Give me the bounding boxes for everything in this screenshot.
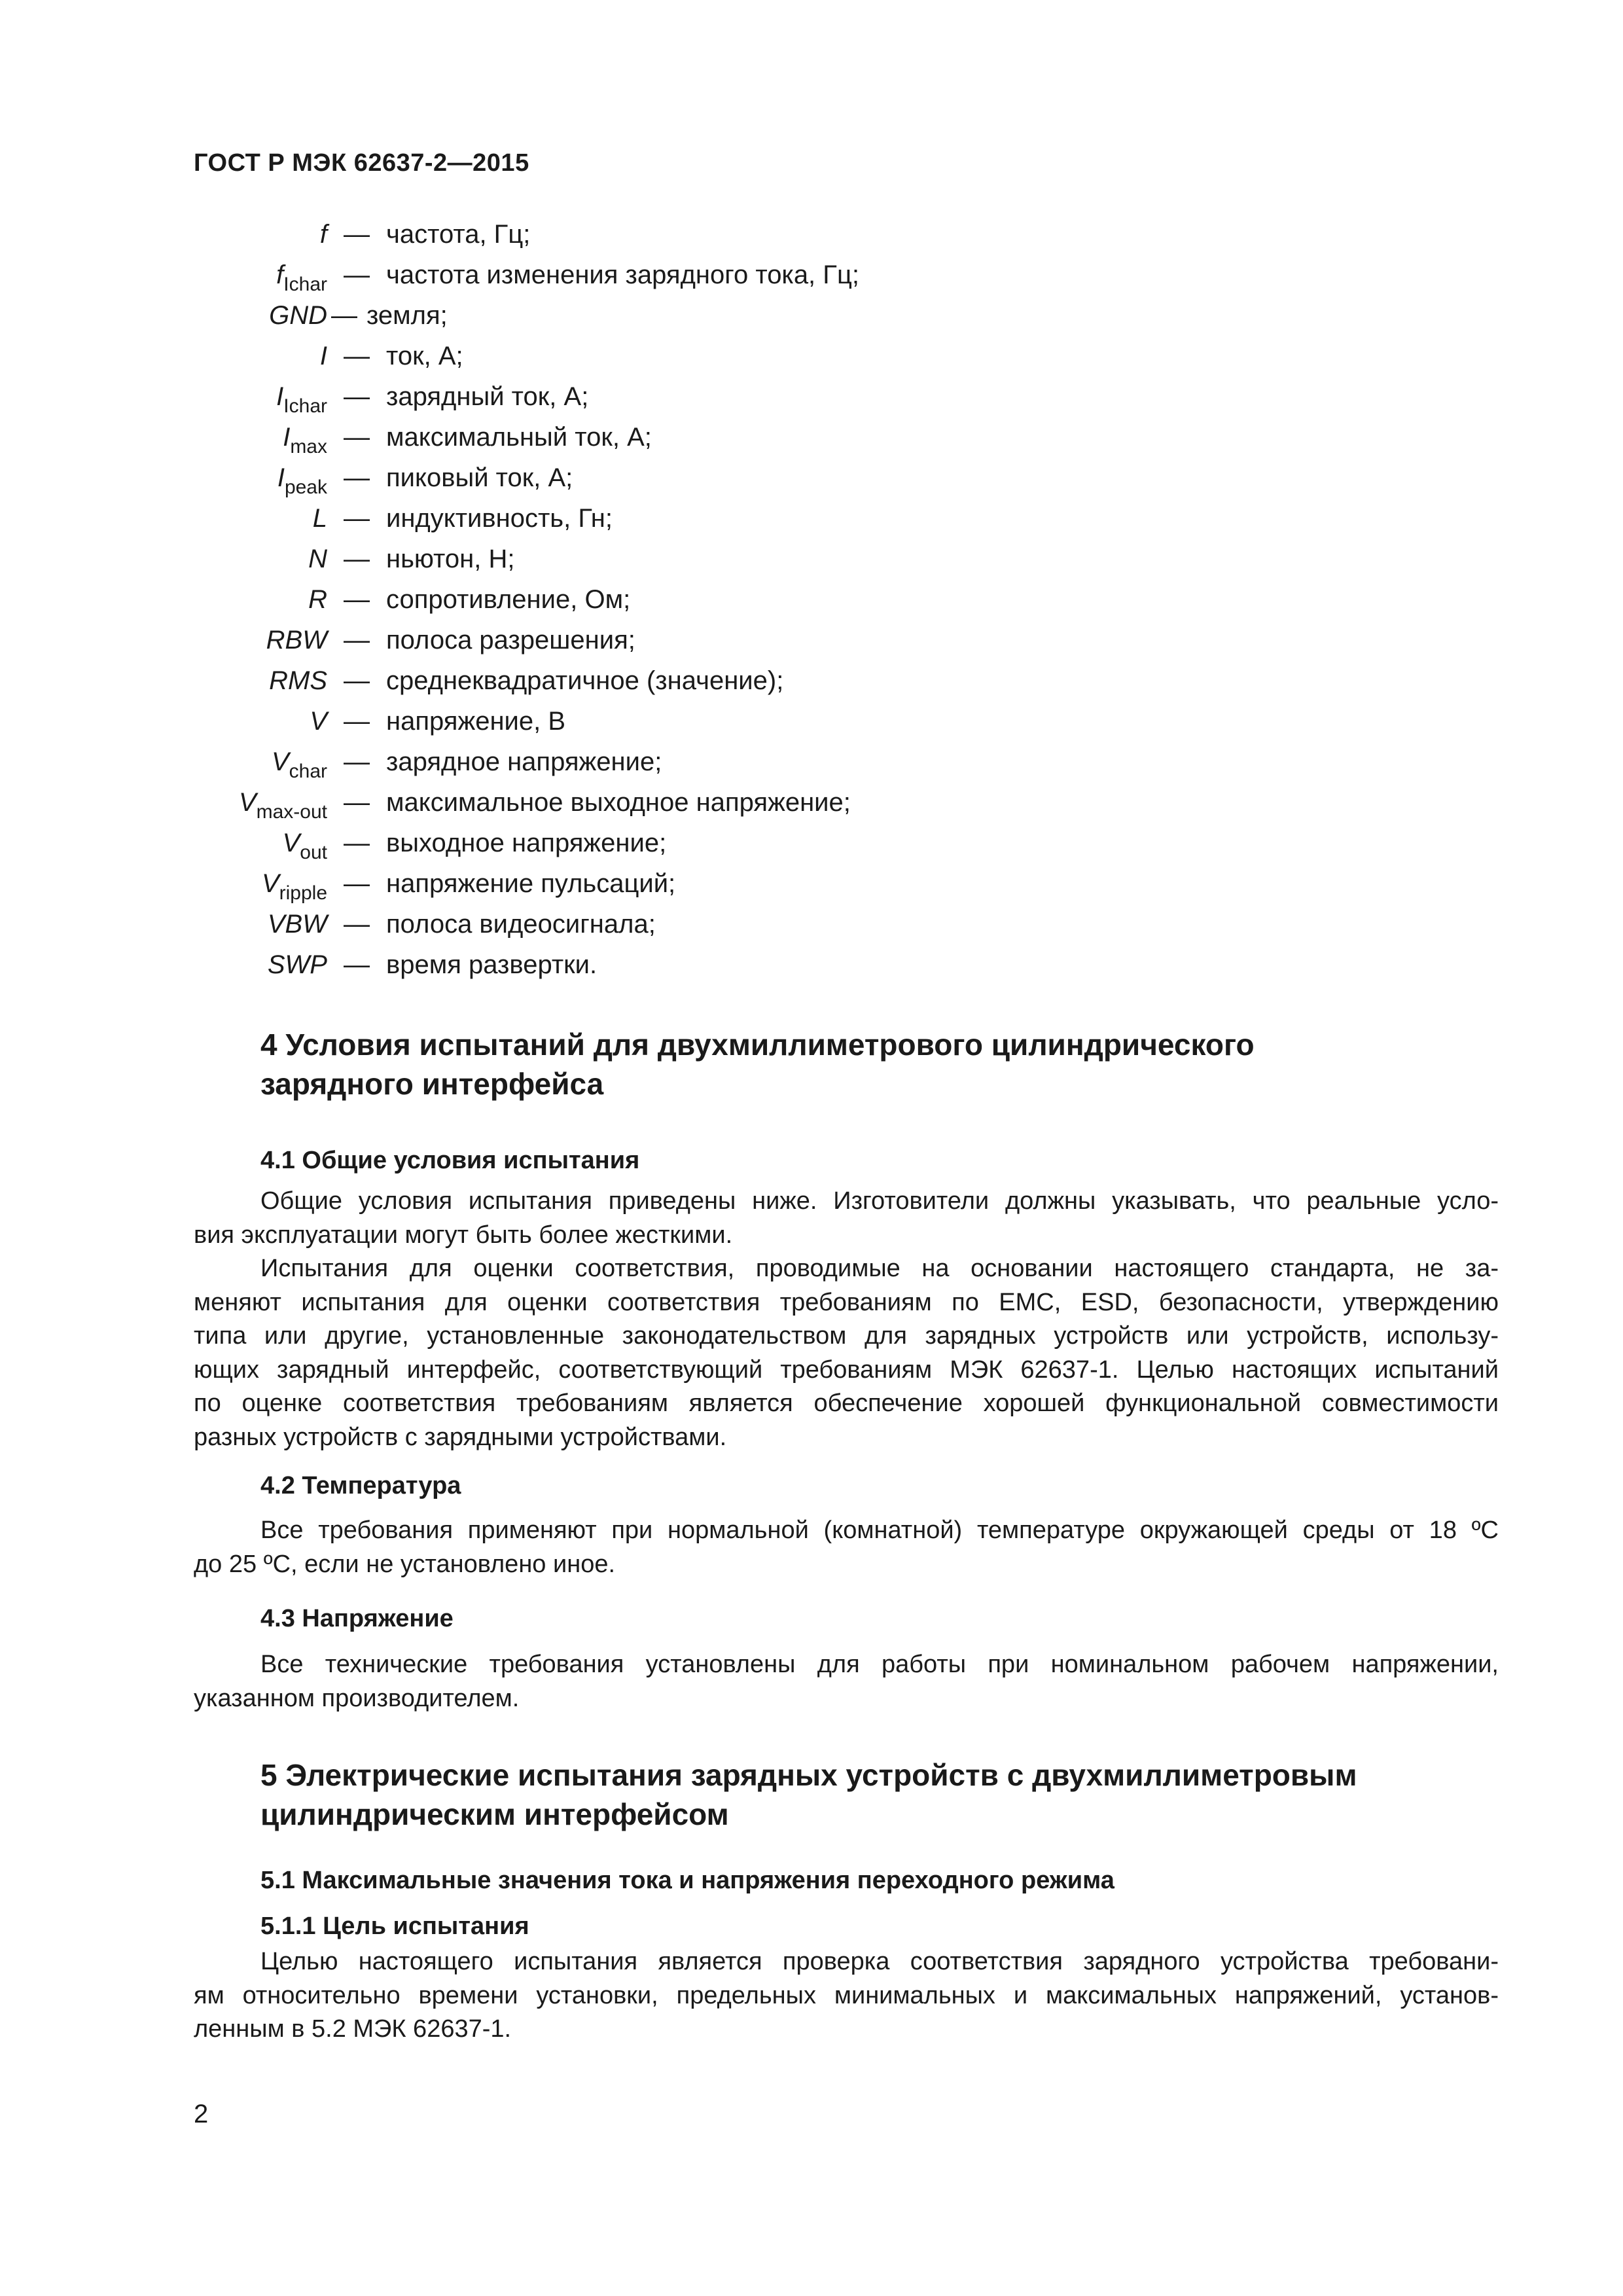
abbreviation-symbol-subscript: Ichar [283,395,327,417]
paragraph-line: разных устройств с зарядными устройствами. [194,1423,727,1451]
abbreviation-row [196,585,1113,626]
abbreviation-definition: максимальное выходное напряжение; [386,788,851,817]
abbreviation-symbol-subscript: ripple [279,882,327,904]
section-5-heading-line: цилиндрическим интерфейсом [260,1797,729,1831]
abbreviation-symbol-base: SWP [267,950,327,979]
abbreviation-symbol [196,950,327,980]
paragraph-line: ям относительно времени установки, предельных минимальных и максимальных напряжений, установ- [194,1981,1499,2009]
subsection-4-3-heading: 4.3 Напряжение [260,1605,454,1632]
abbreviation-dash: — [344,666,370,695]
abbreviation-symbol-base: V [282,829,300,857]
abbreviation-row [196,260,1113,301]
abbreviation-symbol [196,423,327,457]
subsection-5-1-1-heading: 5.1.1 Цель испытания [260,1912,529,1940]
abbreviation-row [196,666,1113,707]
abbreviation-definition: полоса разрешения; [386,626,635,655]
abbreviation-symbol [196,869,327,904]
abbreviation-symbol-subscript: max-out [256,801,327,823]
abbreviation-row [196,220,1113,260]
abbreviation-row [196,301,1113,342]
paragraph-line: вия эксплуатации могут быть более жесткими. [194,1221,733,1249]
abbreviation-definition: время развертки. [386,950,597,979]
abbreviation-symbol [196,585,327,615]
abbreviation-definition: напряжение пульсаций; [386,869,676,898]
abbreviation-symbol-base: N [308,545,327,573]
abbreviation-symbol-subscript: Ichar [283,274,327,295]
abbreviation-dash: — [344,626,370,655]
abbreviation-symbol-base: f [319,220,327,249]
abbreviation-definition: частота, Гц; [386,220,531,249]
page-number: 2 [194,2100,209,2128]
abbreviation-dash: — [344,747,370,776]
abbreviation-dash: — [344,585,370,614]
abbreviation-symbol-base: I [319,342,327,370]
subsection-5-1-heading: 5.1 Максимальные значения тока и напряжения переходного режима [260,1867,1115,1894]
abbreviation-symbol [196,463,327,498]
section-5-heading [260,1755,1357,1834]
abbreviation-symbol [196,301,327,331]
section-4-heading-line: 4 Условия испытаний для двухмиллиметрового цилиндрического [260,1028,1255,1062]
abbreviation-row [196,342,1113,382]
abbreviation-row [196,626,1113,666]
paragraph-line: Испытания для оценки соответствия, проводимые на основании настоящего стандарта, не за- [260,1255,1499,1282]
section-5-heading-line: 5 Электрические испытания зарядных устройств с двухмиллиметровым [260,1758,1357,1792]
abbreviation-definition: частота изменения зарядного тока, Гц; [386,260,859,289]
section-4-heading-line: зарядного интерфейса [260,1067,604,1101]
abbreviation-dash: — [344,869,370,898]
abbreviation-definition: напряжение, В [386,707,566,736]
paragraph-4-1-b [194,1252,1499,1454]
abbreviation-symbol [196,707,327,736]
abbreviation-symbol-base: GND [269,301,327,330]
abbreviation-row [196,423,1113,463]
abbreviation-symbol [196,260,327,295]
abbreviation-definition: пиковый ток, А; [386,463,573,492]
abbreviation-definition: максимальный ток, А; [386,423,652,452]
abbreviation-row [196,504,1113,545]
abbreviation-symbol-base: RMS [269,666,327,695]
abbreviation-row [196,545,1113,585]
abbreviation-symbol-base: I [277,463,285,492]
abbreviation-dash: — [344,423,370,452]
abbreviation-row [196,829,1113,869]
abbreviation-symbol-subscript: max [290,436,327,457]
abbreviation-symbol-subscript: peak [284,476,327,498]
abbreviation-symbol [196,747,327,782]
abbreviation-definition: индуктивность, Гн; [386,504,613,533]
abbreviation-dash: — [344,950,370,979]
abbreviation-symbol [196,829,327,863]
paragraph-line: ленным в 5.2 МЭК 62637-1. [194,2015,512,2043]
abbreviation-symbol [196,788,327,823]
abbreviation-dash: — [344,707,370,736]
abbreviation-definition: полоса видеосигнала; [386,910,656,939]
abbreviations-list [196,220,1113,991]
abbreviation-symbol [196,910,327,939]
abbreviation-row [196,950,1113,991]
abbreviation-symbol [196,626,327,655]
section-4-heading [260,1025,1255,1103]
paragraph-4-2 [194,1514,1499,1581]
paragraph-5-1-1 [194,1945,1499,2047]
abbreviation-dash: — [344,220,370,249]
paragraph-line: типа или другие, установленные законодательством для зарядных устройств или устройств, использу- [194,1322,1499,1350]
abbreviation-definition: выходное напряжение; [386,829,667,857]
abbreviation-symbol-base: V [310,707,327,736]
abbreviation-symbol-subscript: out [300,842,327,863]
abbreviation-definition: земля; [366,301,448,330]
abbreviation-dash: — [344,382,370,411]
abbreviation-row [196,747,1113,788]
abbreviation-dash: — [344,545,370,573]
abbreviation-definition: зарядный ток, А; [386,382,589,411]
paragraph-line: указанном производителем. [194,1684,520,1712]
abbreviation-symbol-base: f [276,260,284,289]
abbreviation-symbol [196,666,327,696]
abbreviation-row [196,707,1113,747]
abbreviation-dash: — [344,504,370,533]
paragraph-4-1-a [194,1185,1499,1252]
abbreviation-symbol-base: V [261,869,279,898]
paragraph-4-3 [194,1648,1499,1715]
paragraph-line: по оценке соответствия требованиям является обеспечение хорошей функциональной совместимости [194,1390,1499,1417]
abbreviation-dash: — [344,463,370,492]
paragraph-line: Целью настоящего испытания является проверка соответствия зарядного устройства требовани- [260,1948,1499,1975]
abbreviation-definition: зарядное напряжение; [386,747,662,776]
abbreviation-dash: — [344,788,370,817]
abbreviation-row [196,463,1113,504]
subsection-4-1-heading: 4.1 Общие условия испытания [260,1147,640,1174]
abbreviation-symbol-base: I [283,423,291,452]
abbreviation-symbol [196,382,327,417]
abbreviation-row [196,869,1113,910]
abbreviation-symbol-subscript: char [289,761,327,782]
abbreviation-definition: среднеквадратичное (значение); [386,666,784,695]
abbreviation-row [196,382,1113,423]
abbreviation-symbol-base: V [238,788,257,817]
abbreviation-definition: сопротивление, Ом; [386,585,631,614]
paragraph-line: Все требования применяют при нормальной (комнатной) температуре окружающей среды от 18 ºС [260,1516,1499,1544]
abbreviation-dash: — [344,910,370,939]
abbreviation-symbol [196,545,327,574]
paragraph-line: Все технические требования установлены для работы при номинальном рабочем напряжении, [260,1651,1499,1678]
abbreviation-dash: — [344,260,370,289]
paragraph-line: Общие условия испытания приведены ниже. Изготовители должны указывать, что реальные усло- [260,1187,1499,1215]
abbreviation-row [196,910,1113,950]
abbreviation-symbol-base: V [271,747,289,776]
abbreviation-symbol-base: RBW [266,626,327,655]
abbreviation-symbol-base: L [312,504,327,533]
abbreviation-symbol-base: VBW [267,910,327,939]
abbreviation-symbol [196,220,327,249]
abbreviation-symbol-base: I [276,382,284,411]
abbreviation-definition: ньютон, Н; [386,545,515,573]
document-header: ГОСТ Р МЭК 62637-2—2015 [194,149,529,177]
abbreviation-definition: ток, А; [386,342,463,370]
abbreviation-symbol-base: R [308,585,327,614]
paragraph-line: до 25 ºС, если не установлено иное. [194,1550,616,1578]
paragraph-line: ющих зарядный интерфейс, соответствующий требованиям МЭК 62637-1. Целью настоящих испытаний [194,1355,1499,1384]
abbreviation-dash: — [331,301,357,330]
abbreviation-row [196,788,1113,829]
abbreviation-symbol [196,504,327,533]
abbreviation-symbol [196,342,327,371]
abbreviation-dash: — [344,342,370,370]
subsection-4-2-heading: 4.2 Температура [260,1472,461,1499]
abbreviation-dash: — [344,829,370,857]
paragraph-line: меняют испытания для оценки соответствия требованиям по EMC, ESD, безопасности, утверждению [194,1288,1499,1316]
